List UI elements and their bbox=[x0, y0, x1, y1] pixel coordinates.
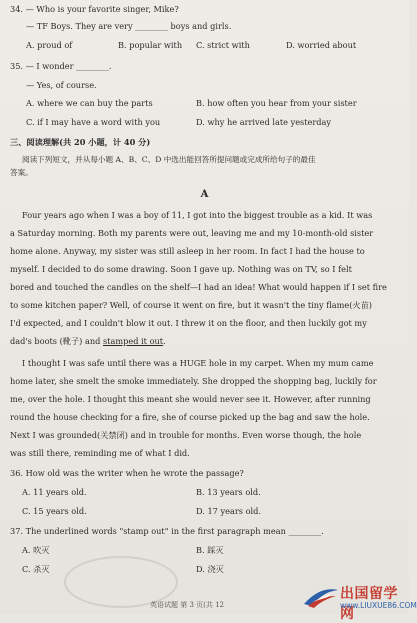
q37-option-d: D. 浇灭 bbox=[196, 564, 224, 574]
passage-line: bored and touched the candles on the shelf—I had an idea! What would happen if I set fire bbox=[10, 282, 387, 292]
site-brand[interactable] bbox=[300, 582, 417, 622]
question-number: 37. bbox=[10, 526, 24, 536]
q37-option-c: C. 杀灭 bbox=[22, 564, 50, 574]
underlined-phrase: stamped it out bbox=[102, 336, 164, 346]
question-number: 36. bbox=[10, 468, 24, 478]
q36-option-a: A. 11 years old. bbox=[22, 487, 87, 497]
question-text: — Who is your favorite singer, Mike? bbox=[25, 4, 179, 14]
passage-line: dad's boots (靴子) and stamped it out. bbox=[10, 336, 166, 346]
passage-line: myself. I decided to do some drawing. Soon I gave up. Nothing was on TV, so I felt bbox=[10, 264, 352, 274]
q36-stem bbox=[10, 468, 244, 478]
q36-option-d: D. 17 years old. bbox=[196, 506, 261, 516]
passage-line: I'd expected, and I couldn't blow it out. I threw it on the floor, and then luckily got my bbox=[10, 318, 367, 328]
passage-line: round the house checking for a fire, she of course picked up the bag and saw the hole. bbox=[10, 412, 370, 422]
q35-stem bbox=[10, 61, 111, 71]
q34-option-b: B. popular with bbox=[118, 40, 183, 50]
question-text: How old was the writer when he wrote the passage? bbox=[25, 468, 244, 478]
passage-line: Next I was grounded(关禁闭) and in trouble for months. Even worse though, the hole bbox=[10, 430, 362, 440]
q34-option-d: D. worried about bbox=[286, 40, 357, 50]
q34-stem bbox=[10, 4, 179, 14]
brand-url[interactable]: www.LIUXUE86.COM bbox=[340, 601, 417, 610]
section-instruction-2: 答案。 bbox=[10, 168, 33, 177]
q37-stem bbox=[10, 526, 324, 536]
q34-option-a: A. proud of bbox=[26, 40, 73, 50]
passage-line: to some kitchen paper? Well, of course it went on fire, but it wasn't the tiny flame(火苗) bbox=[10, 300, 373, 310]
brand-name: 出国留学网 bbox=[340, 586, 398, 622]
question-number: 34. bbox=[10, 4, 24, 14]
page-footer: 英语试题 第 3 页(共 12 bbox=[150, 601, 224, 609]
section-instruction-1: 阅读下列短文，并从每小题 A、B、C、D 中选出能回答所提问题或完成所给句子的最佳 bbox=[22, 155, 316, 164]
q35-option-b: B. how often you hear from your sister bbox=[196, 98, 357, 108]
passage-line: Four years ago when I was a boy of 11, I got into the biggest trouble as a kid. It was bbox=[22, 210, 373, 220]
passage-line: me, over the hole. I thought this meant she would never see it. However, after running bbox=[10, 394, 371, 404]
q36-option-c: C. 15 years old. bbox=[22, 506, 87, 516]
q35-option-a: A. where we can buy the parts bbox=[26, 98, 153, 108]
q37-option-a: A. 吹灭 bbox=[22, 545, 50, 555]
q35-reply: — Yes, of course. bbox=[26, 80, 97, 90]
passage-line: home later, she smelt the smoke immediately. She dropped the shopping bag, luckily for bbox=[10, 376, 377, 386]
q36-option-b: B. 13 years old. bbox=[196, 487, 261, 497]
passage-line: was still there, reminding me of what I did. bbox=[10, 448, 190, 458]
question-number: 35. bbox=[10, 61, 24, 71]
passage-line: a Saturday morning. Both my parents were out, leaving me and my 10-month-old sister bbox=[10, 228, 374, 238]
q37-option-b: B. 踩灭 bbox=[196, 545, 224, 555]
section-heading: 三、阅读理解(共 20 小题，计 40 分) bbox=[10, 137, 151, 147]
q34-reply: — TF Boys. They are very ________ boys and girls. bbox=[26, 21, 232, 31]
q34-option-c: C. strict with bbox=[196, 40, 250, 50]
q35-option-d: D. why he arrived late yesterday bbox=[196, 117, 332, 127]
question-text: The underlined words "stamp out" in the first paragraph mean ________. bbox=[25, 526, 324, 536]
q35-option-c: C. if I may have a word with you bbox=[26, 117, 161, 127]
passage-line: I thought I was safe until there was a HUGE hole in my carpet. When my mum came bbox=[22, 358, 374, 368]
passage-label: A bbox=[200, 189, 209, 200]
passage-line: home alone. Anyway, my sister was still asleep in her room. In fact I had the house to bbox=[10, 246, 365, 256]
question-text: — I wonder ________. bbox=[25, 61, 112, 71]
airplane-logo-icon bbox=[300, 584, 340, 610]
